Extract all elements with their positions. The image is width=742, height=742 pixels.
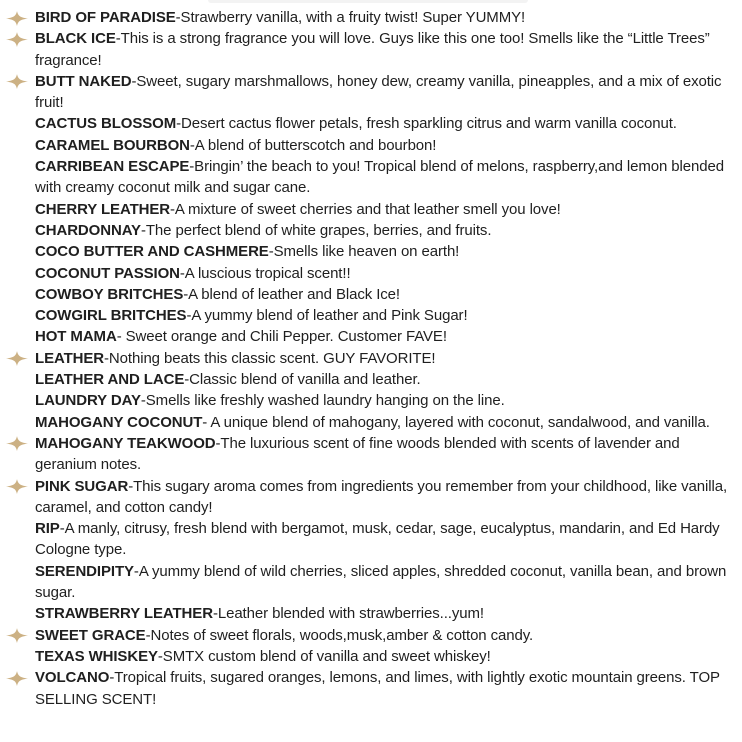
fragrance-name: COWBOY BRITCHES: [35, 285, 184, 303]
sparkle-icon: [4, 73, 30, 91]
fragrance-description: -A luscious tropical scent!!: [179, 264, 351, 282]
fragrance-description: -A yummy blend of leather and Pink Sugar!: [186, 307, 468, 325]
fragrance-name: COWGIRL BRITCHES: [35, 307, 187, 325]
list-item: [35, 561, 737, 604]
fragrance-name: LAUNDRY DAY: [35, 392, 141, 410]
fragrance-name: MAHOGANY COCONUT: [35, 413, 203, 431]
fragrance-description: -Strawberry vanilla, with a fruity twist! Super YUMMY!: [175, 9, 526, 26]
fragrance-description: - A unique blend of mahogany, layered with coconut, sandalwood, and vanilla.: [202, 413, 710, 431]
list-item: [35, 369, 737, 390]
fragrance-name: SERENDIPITY: [35, 562, 134, 580]
list-item: [35, 433, 737, 476]
fragrance-name: HOT MAMA: [35, 328, 117, 346]
list-item: [35, 263, 737, 284]
fragrance-name: BIRD OF PARADISE: [35, 9, 176, 26]
fragrance-description: -A yummy blend of wild cherries, sliced apples, shredded coconut, vanilla bean, and brown sugar.: [35, 562, 727, 602]
list-item: [35, 71, 737, 114]
list-item: [35, 646, 737, 667]
fragrance-description: -The perfect blend of white grapes, berries, and fruits.: [140, 221, 492, 239]
fragrance-description: -A blend of butterscotch and bourbon!: [189, 136, 437, 154]
sparkle-icon: [4, 30, 30, 48]
fragrance-description: -Smells like freshly washed laundry hanging on the line.: [140, 392, 505, 410]
fragrance-name: VOLCANO: [35, 669, 110, 687]
sparkle-icon: [4, 350, 30, 368]
fragrance-name: PINK SUGAR: [35, 477, 129, 495]
fragrance-description: - Sweet orange and Chili Pepper. Customer FAVE!: [116, 328, 447, 346]
fragrance-description: -Bringin’ the beach to you! Tropical blend of melons, raspberry,and lemon blended with creamy coconut milk and sugar cane.: [35, 158, 724, 197]
fragrance-name: STRAWBERRY LEATHER: [35, 605, 213, 623]
fragrance-description: -Classic blend of vanilla and leather.: [184, 371, 421, 389]
fragrance-description: -A manly, citrusy, fresh blend with bergamot, musk, cedar, sage, eucalyptus, mandarin, and Ed Hardy Cologne type.: [35, 520, 720, 559]
sparkle-icon: [4, 435, 30, 453]
list-item: [35, 603, 737, 624]
fragrance-description: -Smells like heaven on earth!: [268, 243, 460, 261]
fragrance-description: -Leather blended with strawberries...yum!: [212, 605, 484, 623]
fragrance-description: -This sugary aroma comes from ingredients you remember from your childhood, like vanilla, caramel, and cotton candy!: [35, 477, 728, 516]
list-item: [35, 476, 737, 519]
fragrance-name: COCO BUTTER AND CASHMERE: [35, 243, 269, 261]
fragrance-description: -SMTX custom blend of vanilla and sweet whiskey!: [157, 647, 491, 665]
list-item: [35, 7, 737, 28]
list-item: [35, 326, 737, 347]
fragrance-name: RIP: [35, 520, 60, 538]
list-item: [35, 241, 737, 262]
list-item: [35, 28, 737, 71]
fragrance-name: CHERRY LEATHER: [35, 200, 170, 218]
list-item: [35, 348, 737, 369]
fragrance-name: CARRIBEAN ESCAPE: [35, 158, 190, 176]
fragrance-name: BUTT NAKED: [35, 72, 132, 90]
list-item: [35, 135, 737, 156]
fragrance-description: -A blend of leather and Black Ice!: [183, 285, 400, 303]
list-item: [35, 412, 737, 433]
fragrance-description: -Desert cactus flower petals, fresh sparkling citrus and warm vanilla coconut.: [176, 115, 677, 133]
list-item: [35, 220, 737, 241]
list-item: [35, 284, 737, 305]
fragrance-name: SWEET GRACE: [35, 626, 146, 644]
list-item: [35, 199, 737, 220]
sparkle-icon: [4, 669, 30, 687]
fragrance-name: CACTUS BLOSSOM: [35, 115, 177, 133]
fragrance-description: -The luxurious scent of fine woods blended with scents of lavender and geranium notes.: [35, 434, 680, 474]
fragrance-description: -Tropical fruits, sugared oranges, lemons, and limes, with lightly exotic mountain greens. TOP SELLING SCENT!: [35, 669, 720, 708]
fragrance-name: BLACK ICE: [35, 30, 116, 48]
fragrance-name: CHARDONNAY: [35, 221, 141, 239]
sparkle-icon: [4, 9, 30, 27]
fragrance-name: LEATHER: [35, 349, 105, 367]
sparkle-icon: [4, 627, 30, 645]
fragrance-name: COCONUT PASSION: [35, 264, 180, 282]
list-item: [35, 390, 737, 411]
list-item: [35, 305, 737, 326]
list-item: [35, 625, 737, 646]
fragrance-name: TEXAS WHISKEY: [35, 647, 158, 665]
list-item: [35, 156, 737, 199]
list-item: [35, 667, 737, 710]
fragrance-description: -This is a strong fragrance you will love. Guys like this one too! Smells like the “Little Trees” fragrance!: [35, 30, 710, 69]
fragrance-description: -Notes of sweet florals, woods,musk,amber & cotton candy.: [145, 626, 534, 644]
list-item: [35, 518, 737, 561]
fragrance-description: -A mixture of sweet cherries and that leather smell you love!: [170, 200, 561, 218]
fragrance-name: LEATHER AND LACE: [35, 371, 185, 389]
fragrance-description: -Nothing beats this classic scent. GUY FAVORITE!: [104, 349, 436, 367]
sparkle-icon: [4, 478, 30, 496]
fragrance-name: MAHOGANY TEAKWOOD: [35, 434, 216, 452]
fragrance-name: CARAMEL BOURBON: [35, 136, 190, 154]
list-item: [35, 113, 737, 134]
fragrance-description: -Sweet, sugary marshmallows, honey dew, creamy vanilla, pineapples, and a mix of exotic fruit!: [35, 72, 722, 112]
